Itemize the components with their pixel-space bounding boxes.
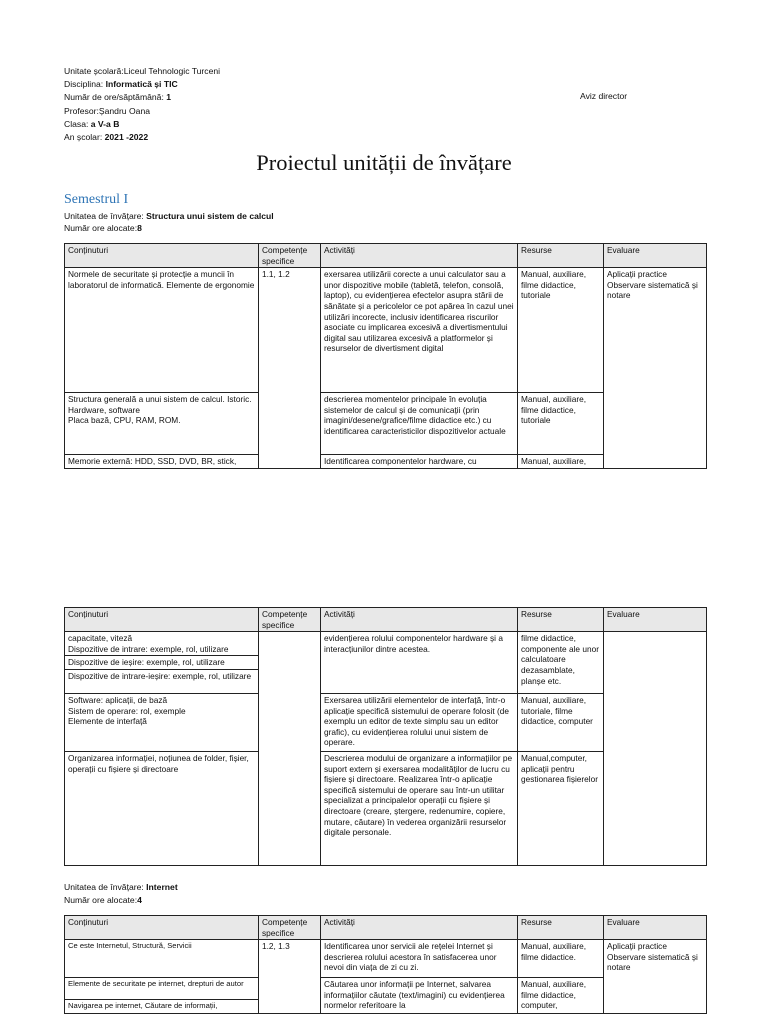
table-header-row bbox=[65, 244, 707, 268]
col-header-activitati: Activități bbox=[321, 608, 518, 632]
cell-activitati: descrierea momentelor principale în evoluția sistemelor de calcul și de comunicații (prin imagini/desene/grafice/filme didactice etc.) cu identificarea caracteristicilor dispozitivelor actuale bbox=[321, 393, 518, 455]
cell-resurse: Manual, auxiliare, filme didactice, tutoriale bbox=[518, 393, 604, 455]
cell-activitati: exersarea utilizării corecte a unui calculator sau a unor dispozitive mobile (tabletă, telefon, consolă, laptop), cu evidențierea efectelor asupra stării de sănătate și a pericolelor ce pot apărea în cazul unei utilizări incorecte, inclusiv identificarea riscurilor asociate cu implicarea excesivă a divertismentului digital sau utilizarea excesivă a platformelor și resurselor de divertisment digital bbox=[321, 268, 518, 393]
page-title: Proiectul unității de învățare bbox=[256, 150, 512, 175]
cell-content: Elemente de securitate pe internet, drepturi de autor bbox=[65, 978, 259, 1000]
content-line: Hardware, software bbox=[68, 404, 140, 415]
class-line: Clasa: a V-a B bbox=[64, 118, 120, 129]
col-header-competente: Competențe specifice bbox=[259, 608, 321, 632]
cell-activitati: Descrierea modului de organizare a informațiilor pe suport extern și exersarea modalităților de lucru cu fișiere și directoare. Realizarea într-o aplicație specifică sistemului de operare sau într-un utilitar specializat a principalelor operații cu fișiere și directoare (creare, ștergere, redenumire, copiere, mutare, căutare) în vederea organizării resurselor digitale personale. bbox=[321, 751, 518, 865]
cell-competente: 1.2, 1.3 bbox=[259, 940, 321, 1014]
evaluare-line: Observare sistematică și notare bbox=[607, 279, 698, 301]
col-header-resurse: Resurse bbox=[518, 916, 604, 940]
school-line: Unitate școlară:Liceul Tehnologic Turceni bbox=[64, 66, 221, 76]
col-header-activitati: Activități bbox=[321, 916, 518, 940]
semester-heading: Semestrul I bbox=[64, 192, 129, 207]
year-line: An școlar: 2021 -2022 bbox=[64, 132, 149, 143]
cell-activitati: Identificarea componentelor hardware, cu bbox=[321, 455, 518, 469]
table-row bbox=[65, 632, 707, 656]
cell-resurse: Manual, auxiliare, tutoriale, filme didactice, computer bbox=[518, 693, 604, 751]
cell-competente bbox=[259, 632, 321, 866]
unit-hours-line: Număr ore alocate:4 bbox=[64, 895, 142, 905]
col-header-content: Conținuturi bbox=[65, 244, 259, 268]
col-header-resurse: Resurse bbox=[518, 244, 604, 268]
cell-content: Organizarea informației, noțiunea de folder, fișier, operații cu fișiere și directoare bbox=[65, 751, 259, 865]
content-line: Software: aplicații, de bază bbox=[68, 694, 168, 705]
col-header-competente: Competențe specifice bbox=[259, 244, 321, 268]
cell-resurse: filme didactice, componente ale unor calculatoare dezasamblate, planșe etc. bbox=[518, 632, 604, 694]
col-header-content: Conținuturi bbox=[65, 916, 259, 940]
cell-activitati: Căutarea unor informații pe Internet, salvarea informațiilor căutate (text/imagini) cu evidențierea normelor referitoare la bbox=[321, 978, 518, 1014]
cell-activitati: evidențierea rolului componentelor hardware și a interacțiunilor dintre acestea. bbox=[321, 632, 518, 694]
cell-content: Memorie externă: HDD, SSD, DVD, BR, stick, bbox=[65, 455, 259, 469]
table-header-row bbox=[65, 608, 707, 632]
cell-content bbox=[65, 632, 259, 656]
plan-table-unit2 bbox=[64, 915, 707, 1014]
cell-resurse: Manual, auxiliare, filme didactice, computer, bbox=[518, 978, 604, 1014]
cell-activitati: Identificarea unor servicii ale rețelei Internet și descrierea rolului acestora în satisfacerea unor nevoi din viața de zi cu zi. bbox=[321, 940, 518, 978]
hours-line: Număr de ore/săptămână: 1 bbox=[64, 92, 172, 103]
content-line: Structura generală a unui sistem de calcul. Istoric. bbox=[68, 394, 252, 405]
unit-title-line: Unitatea de învățare: Internet bbox=[64, 882, 178, 892]
table-row bbox=[65, 940, 707, 978]
cell-resurse: Manual, auxiliare, bbox=[518, 455, 604, 469]
evaluare-line: Aplicații practice bbox=[607, 941, 667, 952]
col-header-competente: Competențe specifice bbox=[259, 916, 321, 940]
aviz-director: Aviz director bbox=[580, 91, 628, 101]
col-header-resurse: Resurse bbox=[518, 608, 604, 632]
col-header-evaluare: Evaluare bbox=[604, 916, 707, 940]
unit-title-line: Unitatea de învățare: Structura unui sistem de calcul bbox=[64, 211, 274, 221]
teacher-line: Profesor:Șandru Oana bbox=[64, 105, 150, 116]
plan-table-unit1 bbox=[64, 243, 707, 469]
cell-content bbox=[65, 693, 259, 751]
content-line: Dispozitive de intrare: exemple, rol, utilizare bbox=[68, 643, 229, 654]
cell-evaluare bbox=[604, 632, 707, 866]
unit-hours-line: Număr ore alocate:8 bbox=[64, 223, 142, 233]
discipline-line: Disciplina: Informatică și TIC bbox=[64, 79, 178, 90]
plan-table-unit1-continued bbox=[64, 607, 707, 866]
cell-resurse: Manual,computer, aplicații pentru gestionarea fișierelor bbox=[518, 751, 604, 865]
cell-content: Dispozitive de intrare-ieșire: exemple, rol, utilizare bbox=[65, 669, 259, 693]
cell-activitati: Exersarea utilizării elementelor de interfață, într-o aplicație specifică sistemului de operare folosit (de exemplu un editor de texte simplu sau un editor grafic), cu evidențierea rolului unui sistem de operare. bbox=[321, 693, 518, 751]
evaluare-line: Aplicații practice bbox=[607, 269, 667, 280]
cell-competente: 1.1, 1.2 bbox=[259, 268, 321, 469]
cell-content: Dispozitive de ieșire: exemple, rol, utilizare bbox=[65, 656, 259, 670]
content-line: Elemente de interfață bbox=[68, 716, 147, 727]
col-header-content: Conținuturi bbox=[65, 608, 259, 632]
cell-resurse: Manual, auxiliare, filme didactice, tutoriale bbox=[518, 268, 604, 393]
col-header-evaluare: Evaluare bbox=[604, 608, 707, 632]
table-header-row bbox=[65, 916, 707, 940]
cell-content bbox=[65, 393, 259, 455]
cell-content: Normele de securitate și protecție a muncii în laboratorul de informatică. Elemente de ergonomie bbox=[65, 268, 259, 393]
col-header-evaluare: Evaluare bbox=[604, 244, 707, 268]
document-header bbox=[64, 65, 220, 144]
content-line: Sistem de operare: rol, exemple bbox=[68, 705, 186, 716]
cell-content: Navigarea pe internet, Căutare de informații, bbox=[65, 1000, 259, 1014]
cell-evaluare bbox=[604, 940, 707, 1014]
content-line: Placa bază, CPU, RAM, ROM. bbox=[68, 415, 181, 426]
table-row bbox=[65, 268, 707, 393]
cell-evaluare bbox=[604, 268, 707, 469]
evaluare-line: Observare sistematică și notare bbox=[607, 951, 698, 973]
cell-resurse: Manual, auxiliare, filme didactice. bbox=[518, 940, 604, 978]
col-header-activitati: Activități bbox=[321, 244, 518, 268]
cell-content: Ce este Internetul, Structură, Servicii bbox=[65, 940, 259, 978]
content-line: capacitate, viteză bbox=[68, 633, 133, 644]
